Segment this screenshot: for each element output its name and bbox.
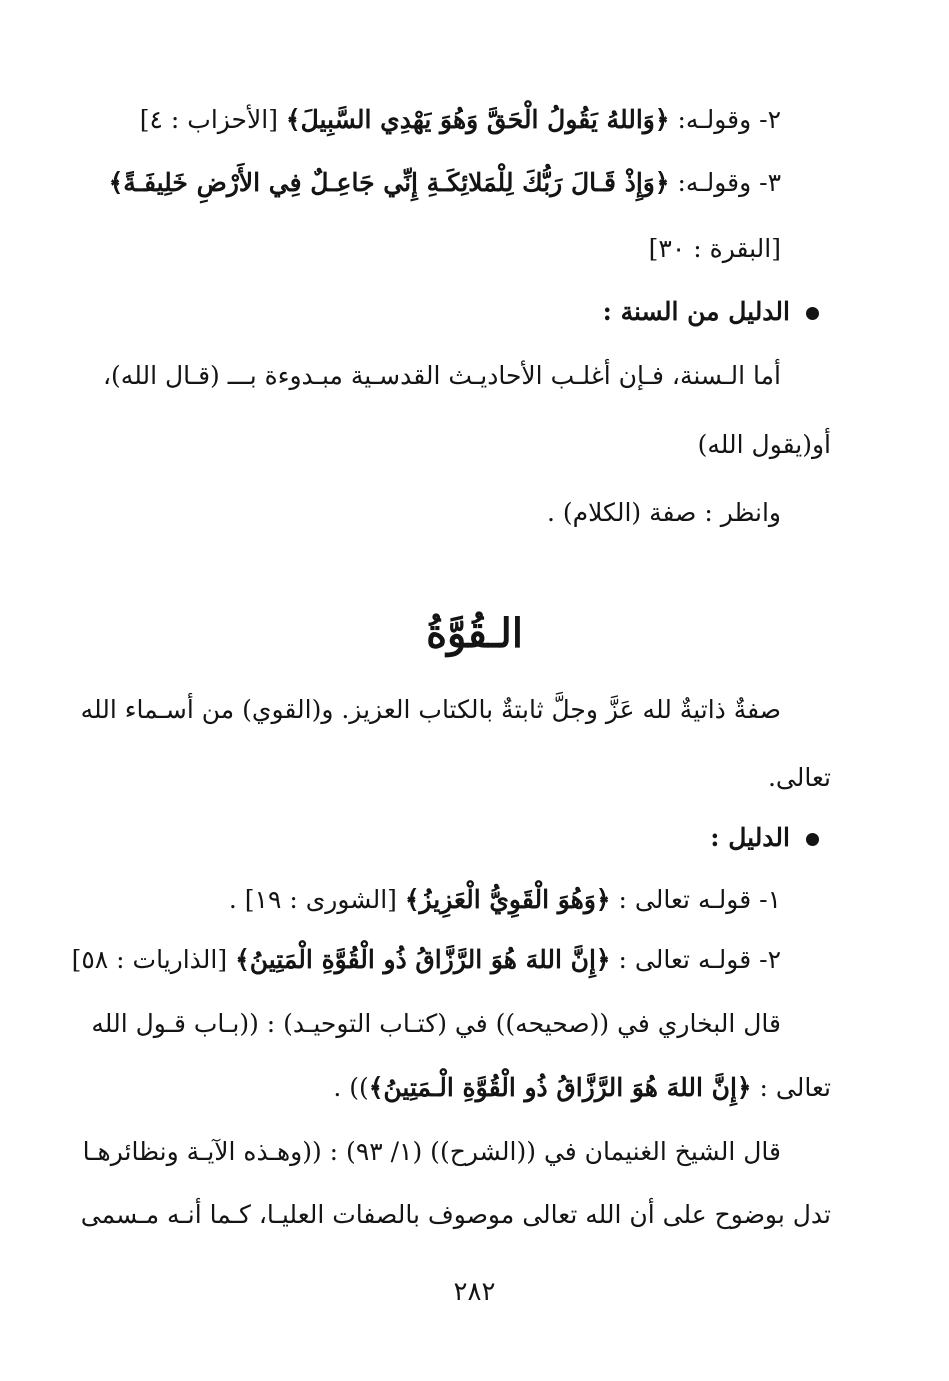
item-prefix: ٣- وقولـه: [669,168,781,197]
quote-line: قال الشيخ الغنيمان في ((الشرح)) (١/ ٩٣) : ((وهـذه الآيـة ونظائرهـا [82,1137,781,1166]
verse-reference-baqarah: [البقرة : ٣٠] [648,234,781,263]
item-prefix: ٢- قولـه تعالى : [610,945,781,974]
verse-reference: [الأحزاب : ٤] [139,105,286,134]
bullet-dot-icon [806,833,819,846]
quran-verse: ﴿وَهُوَ الْقَوِيُّ الْعَزِيزُ﴾ [404,885,611,914]
heading-sunnah-evidence [116,292,819,332]
quote-line: قال البخاري في ((صحيحه)) في (كتـاب التوحيـد) : ((بـاب قـول الله [91,1009,781,1038]
quran-verse: ﴿وَاللهُ يَقُولُ الْحَقَّ وَهُوَ يَهْدِي السَّبِيلَ﴾ [285,105,670,134]
quran-verse: ﴿وَإِذْ قَـالَ رَبُّكَ لِلْمَلائِكَـةِ إِنِّي جَاعِـلٌ فِي الأَرْضِ خَلِيفَـةً﴾ [108,168,670,197]
quran-verse: ﴿إِنَّ اللهَ هُوَ الرَّزَّاقُ ذُو الْقُوَّةِ الْمَتِينُ﴾ [235,945,611,974]
heading-text: الدليل : [710,823,790,852]
paragraph-line: أو(يقول الله) [697,430,831,459]
verse-line-baqarah [108,163,781,203]
verse-reference: [الذاريات : ٥٨] [71,945,236,974]
page-number: ٢٨٢ [453,1277,496,1307]
paragraph-line: صفةٌ ذاتيةٌ لله عَزَّ وجلَّ ثابتةٌ بالكتاب العزيز. و(القوي) من أسـماء الله [80,695,781,724]
section-title: الـقُوَّةُ [426,610,523,657]
heading-text: الدليل من السنة : [602,297,790,326]
item-prefix: ١- قولـه تعالى : [610,885,781,914]
evidence-item-2 [71,940,781,980]
quran-verse: ﴿إِنَّ اللهَ هُوَ الرَّزَّاقُ ذُو الْقُوَّةِ الْـمَتِينُ﴾ [368,1073,752,1102]
paragraph-line: تعالى. [767,763,831,792]
paragraph-line: أما الـسنة، فـإن أغلـب الأحاديـث القدسـية مبـدوءة بـــ (قـال الله)، [102,361,781,390]
item-prefix: ٢- وقولـه: [669,105,781,134]
quote-line: تدل بوضوح على أن الله تعالى موصوف بالصفات العليـا، كـما أنـه مـسمى [80,1200,831,1229]
verse-reference: [الشورى : ١٩] . [228,885,405,914]
evidence-item-1 [116,880,781,920]
item-prefix: تعالى : [751,1073,831,1102]
see-also-line: وانظر : صفة (الكلام) . [547,498,781,527]
verse-line-ahzab [116,100,781,140]
quote-close: )) . [333,1073,369,1102]
heading-evidence [116,818,819,858]
bullet-dot-icon [806,307,819,320]
quote-line [116,1068,831,1108]
